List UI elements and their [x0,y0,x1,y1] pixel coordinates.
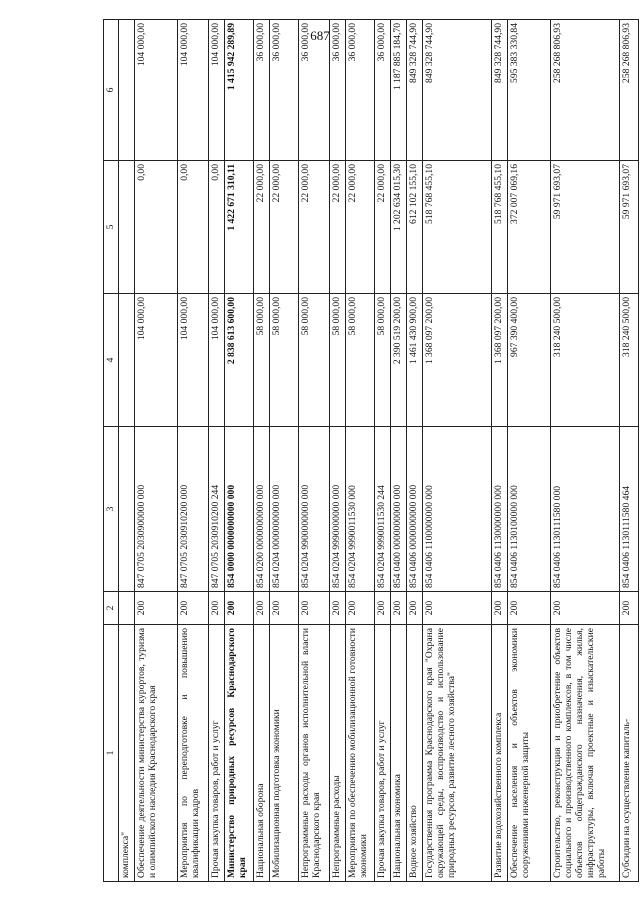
table-row [330,20,346,882]
row-executed-amount-cell: 22 000,00 [346,161,375,294]
page-number: 687 [310,28,330,43]
row-executed-amount-cell: 1 202 634 015,30 [391,161,407,294]
row-plan-amount-cell: 104 000,00 [135,294,178,427]
row-kbk-cell: 854 0406 1130111580 464 [620,427,639,592]
row-remaining-amount-cell [119,20,135,161]
row-executed-amount-cell: 1 422 671 310,11 [225,161,254,294]
row-kbk-cell: 847 0705 2030910200 000 [178,427,209,592]
row-plan-amount-cell: 58 000,00 [254,294,270,427]
table-row [423,20,492,882]
row-plan-amount-cell [119,294,135,427]
row-name-cell: Мероприятия по обеспечению мобилизационной готовности экономики [346,625,375,882]
table-row [391,20,407,882]
row-plan-amount-cell: 318 240 500,00 [551,294,620,427]
row-code-cell: 200 [508,592,551,625]
row-code-cell: 200 [391,592,407,625]
row-kbk-cell: 854 0406 1130111580 000 [551,427,620,592]
row-remaining-amount-cell: 104 000,00 [178,20,209,161]
col-header-3: 3 [104,427,119,592]
row-code-cell: 200 [375,592,391,625]
row-executed-amount-cell: 59 971 693,07 [551,161,620,294]
row-plan-amount-cell: 58 000,00 [375,294,391,427]
row-plan-amount-cell: 1 368 097 200,00 [423,294,492,427]
row-plan-amount-cell: 318 240 500,00 [620,294,639,427]
table-row [375,20,391,882]
row-remaining-amount-cell: 36 000,00 [254,20,270,161]
table-row [119,20,135,882]
row-remaining-amount-cell: 36 000,00 [375,20,391,161]
row-executed-amount-cell: 22 000,00 [330,161,346,294]
table-row [225,20,254,882]
row-plan-amount-cell: 58 000,00 [346,294,375,427]
budget-table [103,19,639,882]
row-code-cell: 200 [135,592,178,625]
row-executed-amount-cell: 59 971 693,07 [620,161,639,294]
row-name-cell: Непрограммные расходы органов исполнительной власти Краснодарского края [299,625,330,882]
row-executed-amount-cell: 22 000,00 [299,161,330,294]
row-remaining-amount-cell: 104 000,00 [135,20,178,161]
row-name-cell: Строительство, реконструкция и приобретение объектов социального и производственного комплексов, в том числе объектов общегражданского назначения, жилья, инфраструктуры, включая проектные и изыскательские работы [551,625,620,882]
row-remaining-amount-cell: 849 328 744,90 [492,20,508,161]
row-name-cell: Прочая закупка товаров, работ и услуг [375,625,391,882]
table-row [620,20,639,882]
row-code-cell: 200 [492,592,508,625]
row-kbk-cell: 854 0204 9990000000 000 [330,427,346,592]
row-kbk-cell: 854 0406 0000000000 000 [407,427,423,592]
row-code-cell: 200 [423,592,492,625]
row-kbk-cell: 854 0204 9990011530 000 [346,427,375,592]
row-name-cell: Государственная программа Краснодарского края "Охрана окружающей среды, воспроизводство и использование природных ресурсов, развитие лесного хозяйства" [423,625,492,882]
table-body [119,20,639,882]
col-header-4: 4 [104,294,119,427]
row-remaining-amount-cell: 104 000,00 [209,20,225,161]
row-executed-amount-cell: 22 000,00 [254,161,270,294]
row-kbk-cell: 854 0406 1130000000 000 [492,427,508,592]
row-remaining-amount-cell: 258 268 806,93 [620,20,639,161]
row-kbk-cell: 854 0000 0000000000 000 [225,427,254,592]
table-row [178,20,209,882]
row-code-cell: 200 [270,592,299,625]
row-kbk-cell: 854 0406 1100000000 000 [423,427,492,592]
row-code-cell: 200 [620,592,639,625]
row-executed-amount-cell: 22 000,00 [270,161,299,294]
row-remaining-amount-cell: 36 000,00 [346,20,375,161]
row-plan-amount-cell: 58 000,00 [270,294,299,427]
row-executed-amount-cell: 0,00 [135,161,178,294]
row-kbk-cell: 854 0204 9990011530 244 [375,427,391,592]
row-executed-amount-cell: 0,00 [209,161,225,294]
row-plan-amount-cell: 2 390 519 200,00 [391,294,407,427]
row-remaining-amount-cell: 1 187 885 184,70 [391,20,407,161]
row-remaining-amount-cell: 258 268 806,93 [551,20,620,161]
row-plan-amount-cell: 104 000,00 [209,294,225,427]
table-row [407,20,423,882]
table-row [346,20,375,882]
row-plan-amount-cell: 1 368 097 200,00 [492,294,508,427]
row-name-cell: Обеспечение населения и объектов экономики сооружениями инженерной защиты [508,625,551,882]
row-code-cell: 200 [330,592,346,625]
row-remaining-amount-cell: 36 000,00 [330,20,346,161]
col-header-2: 2 [104,592,119,625]
row-kbk-cell [119,427,135,592]
row-name-cell: Национальная оборона [254,625,270,882]
table-row [135,20,178,882]
row-plan-amount-cell: 967 390 400,00 [508,294,551,427]
table-row [209,20,225,882]
row-code-cell: 200 [299,592,330,625]
table-row [492,20,508,882]
row-executed-amount-cell: 0,00 [178,161,209,294]
col-header-1: 1 [104,625,119,882]
row-remaining-amount-cell: 849 328 744,90 [423,20,492,161]
row-plan-amount-cell: 58 000,00 [299,294,330,427]
table-row [508,20,551,882]
table-header-row [104,20,119,882]
row-kbk-cell: 847 0705 2030910200 244 [209,427,225,592]
row-name-cell: Водное хозяйство [407,625,423,882]
row-executed-amount-cell: 518 768 455,10 [423,161,492,294]
row-remaining-amount-cell: 595 383 330,84 [508,20,551,161]
row-code-cell: 200 [551,592,620,625]
row-kbk-cell: 854 0406 1130100000 000 [508,427,551,592]
table-row [254,20,270,882]
row-remaining-amount-cell: 36 000,00 [270,20,299,161]
row-name-cell: Обеспечение деятельности министерства курортов, туризма и олимпийского наследия Краснодарского края [135,625,178,882]
row-name-cell: Министерство природных ресурсов Краснодарского края [225,625,254,882]
table-row [299,20,330,882]
row-code-cell [119,592,135,625]
row-name-cell: Субсидии на осуществление капиталь- [620,625,639,882]
table-row [551,20,620,882]
row-name-cell: Непрограммные расходы [330,625,346,882]
row-kbk-cell: 847 0705 2030900000 000 [135,427,178,592]
row-executed-amount-cell: 22 000,00 [375,161,391,294]
row-kbk-cell: 854 0204 0000000000 000 [270,427,299,592]
row-code-cell: 200 [178,592,209,625]
row-code-cell: 200 [346,592,375,625]
row-name-cell: комплекса" [119,625,135,882]
row-name-cell: Мероприятия по переподготовке и повышению квалификации кадров [178,625,209,882]
col-header-6: 6 [104,20,119,161]
row-kbk-cell: 854 0400 0000000000 000 [391,427,407,592]
row-remaining-amount-cell: 849 328 744,90 [407,20,423,161]
row-plan-amount-cell: 1 461 430 900,00 [407,294,423,427]
row-code-cell: 200 [209,592,225,625]
row-executed-amount-cell: 372 007 069,16 [508,161,551,294]
col-header-5: 5 [104,161,119,294]
row-kbk-cell: 854 0204 9900000000 000 [299,427,330,592]
row-remaining-amount-cell: 1 415 942 289,89 [225,20,254,161]
row-executed-amount-cell [119,161,135,294]
row-name-cell: Национальная экономика [391,625,407,882]
row-kbk-cell: 854 0200 0000000000 000 [254,427,270,592]
row-name-cell: Мобилизационная подготовка экономики [270,625,299,882]
row-plan-amount-cell: 104 000,00 [178,294,209,427]
row-code-cell: 200 [225,592,254,625]
row-name-cell: Развитие водохозяйственного комплекса [492,625,508,882]
row-executed-amount-cell: 612 102 155,10 [407,161,423,294]
row-executed-amount-cell: 518 768 455,10 [492,161,508,294]
table-row [270,20,299,882]
row-plan-amount-cell: 58 000,00 [330,294,346,427]
row-code-cell: 200 [254,592,270,625]
row-code-cell: 200 [407,592,423,625]
row-name-cell: Прочая закупка товаров, работ и услуг [209,625,225,882]
row-remaining-amount-cell: 36 000,00 [299,20,330,161]
row-plan-amount-cell: 2 838 613 600,00 [225,294,254,427]
